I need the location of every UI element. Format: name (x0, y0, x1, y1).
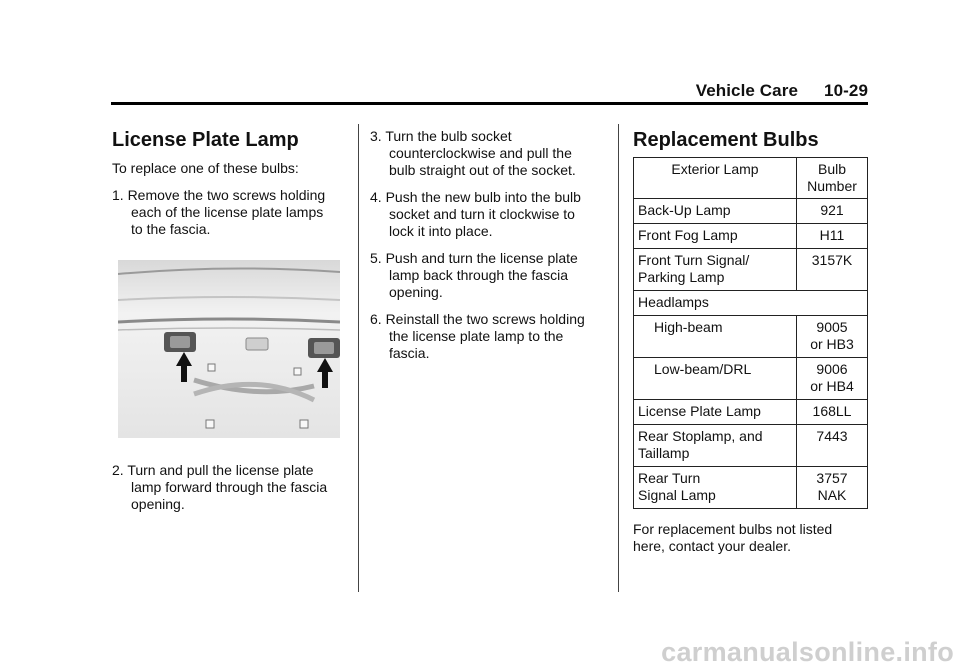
step-line: lamp back through the fascia (389, 267, 568, 283)
cell-line: 9005 (816, 319, 848, 335)
group-label-headlamps: Headlamps (634, 291, 868, 316)
step-line: opening. (389, 284, 443, 300)
step-line: 4. Push the new bulb into the bulb (370, 189, 581, 205)
step-2 (112, 462, 340, 513)
license-plate-lamp-illustration (118, 260, 340, 438)
section-title: Vehicle Care (695, 81, 799, 100)
bulb-number: H11 (797, 224, 868, 249)
page-number: 10-29 (824, 81, 868, 100)
bulb-number: 7443 (797, 425, 868, 467)
table-row (634, 358, 868, 400)
step-line: lamp forward through the fascia (131, 479, 328, 495)
table-row (634, 467, 868, 509)
cell-line: Signal Lamp (638, 487, 716, 503)
step-line: each of the license plate lamps (131, 204, 324, 220)
table-row (634, 199, 868, 224)
cell-line: Taillamp (638, 445, 690, 461)
cell-line: Rear Turn (638, 470, 701, 486)
lamp-name (634, 425, 797, 467)
cell-line: Front Turn Signal/ (638, 252, 750, 268)
bulb-number: 921 (797, 199, 868, 224)
lamp-name (634, 249, 797, 291)
step-4 (370, 189, 610, 240)
column-2 (370, 128, 610, 362)
step-line: socket and turn it clockwise to (389, 206, 575, 222)
watermark: carmanualsonline.info (661, 637, 954, 667)
column-header-exterior-lamp: Exterior Lamp (634, 158, 797, 199)
table-row (634, 425, 868, 467)
lamp-name: High-beam (634, 316, 797, 358)
intro-text: To replace one of these bulbs: (112, 160, 299, 176)
step-line: 2. Turn and pull the license plate (112, 462, 314, 478)
bulb-number (797, 358, 868, 400)
column-1 (112, 128, 340, 513)
step-line: opening. (131, 496, 185, 512)
step-line: bulb straight out of the socket. (389, 162, 576, 178)
step-1 (112, 187, 340, 238)
step-line: lock it into place. (389, 223, 493, 239)
step-line: the license plate lamp to the (389, 328, 564, 344)
step-line: 6. Reinstall the two screws holding (370, 311, 585, 327)
license-plate-lamp-figure (118, 260, 340, 438)
bulb-number: 168LL (797, 400, 868, 425)
lamp-name: Back-Up Lamp (634, 199, 797, 224)
step-line: counterclockwise and pull the (389, 145, 572, 161)
footer-note (633, 521, 873, 555)
replacement-bulbs-table (633, 157, 868, 509)
bulb-number: 3157K (797, 249, 868, 291)
license-plate-lamp-title: License Plate Lamp (112, 129, 299, 151)
table-row (634, 224, 868, 249)
step-line: 5. Push and turn the license plate (370, 250, 578, 266)
column-divider-2 (618, 124, 619, 592)
column-header-bulb-number (797, 158, 868, 199)
column-divider-1 (358, 124, 359, 592)
cell-line: Parking Lamp (638, 269, 725, 285)
step-line: to the fascia. (131, 221, 211, 237)
cell-line: or HB3 (810, 336, 854, 352)
footer-line: For replacement bulbs not listed (633, 521, 833, 537)
cell-line: or HB4 (810, 378, 854, 394)
table-header-row (634, 158, 868, 199)
header-line: Number (807, 178, 857, 194)
column-3 (633, 128, 873, 555)
page-header (696, 81, 868, 101)
step-line: fascia. (389, 345, 430, 361)
step-line: 3. Turn the bulb socket (370, 128, 512, 144)
table-row (634, 316, 868, 358)
lamp-name (634, 467, 797, 509)
table-row (634, 291, 868, 316)
lamp-name: Front Fog Lamp (634, 224, 797, 249)
step-line: 1. Remove the two screws holding (112, 187, 326, 203)
table-row (634, 400, 868, 425)
table-row (634, 249, 868, 291)
step-5 (370, 250, 610, 301)
lamp-name: License Plate Lamp (634, 400, 797, 425)
step-6 (370, 311, 610, 362)
footer-line: here, contact your dealer. (633, 538, 791, 554)
step-3 (370, 128, 610, 179)
header-rule (111, 102, 868, 105)
cell-line: Rear Stoplamp, and (638, 428, 763, 444)
lamp-name: Low-beam/DRL (634, 358, 797, 400)
bulb-number: 3757 NAK (797, 467, 868, 509)
cell-line: 9006 (816, 361, 848, 377)
replacement-bulbs-title: Replacement Bulbs (633, 129, 819, 151)
header-line: Bulb (817, 161, 847, 177)
bulb-number (797, 316, 868, 358)
